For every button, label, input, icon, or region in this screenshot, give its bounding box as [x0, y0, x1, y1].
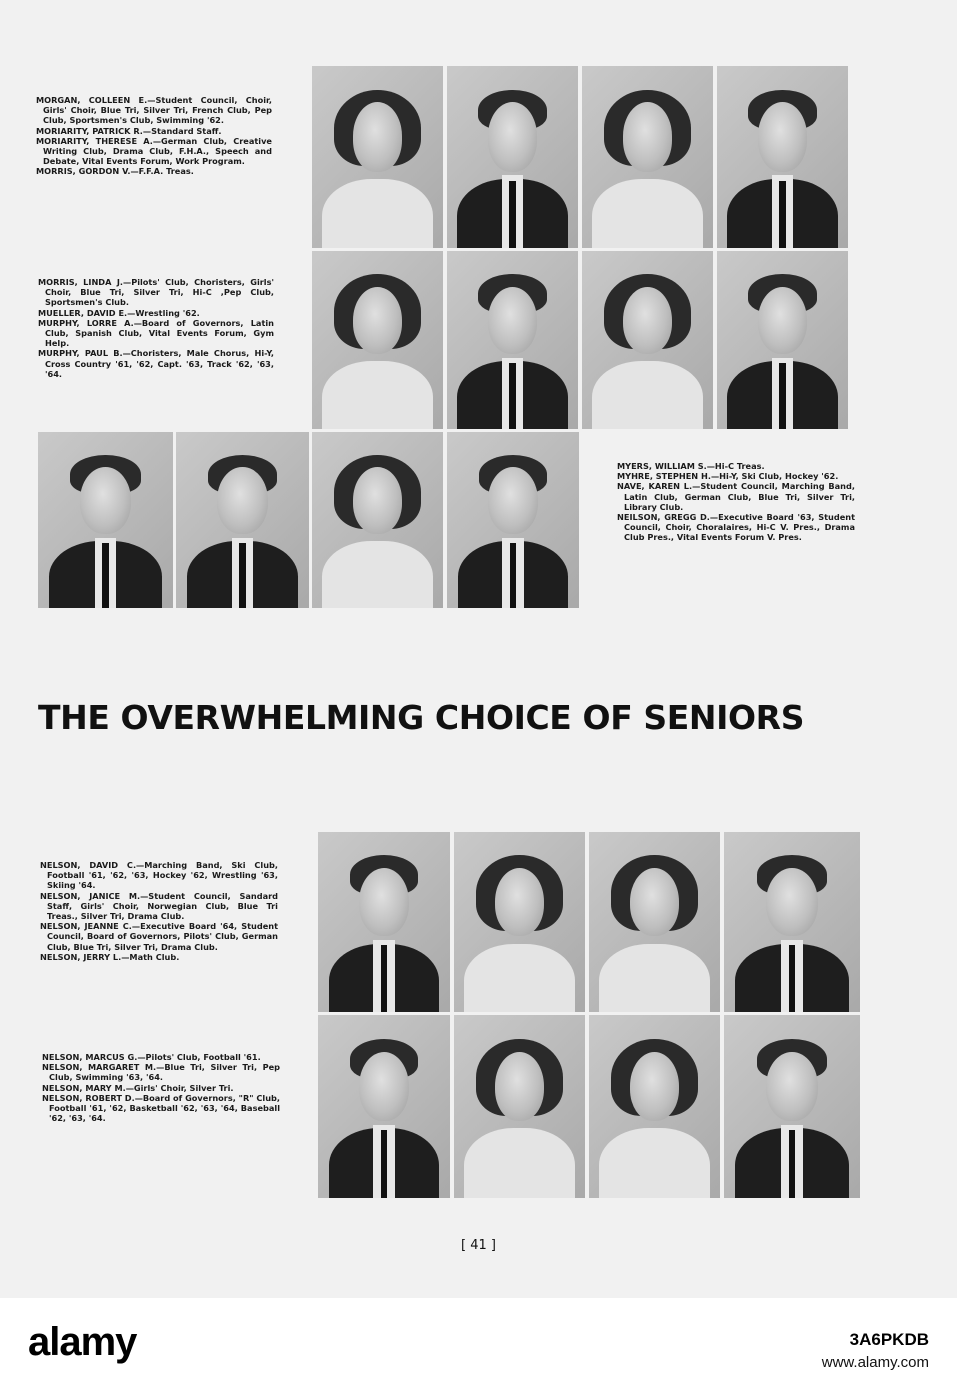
- portrait-body: [322, 179, 432, 248]
- portrait-face: [353, 467, 403, 534]
- portrait-photo: [318, 1015, 450, 1198]
- portrait-face: [353, 102, 403, 171]
- senior-entry: NELSON, MARGARET M.—Blue Tri, Silver Tri, Pep Club, Swimming '63, '64.: [42, 1062, 280, 1083]
- portrait-face: [630, 868, 680, 936]
- senior-entry: NELSON, MARCUS G.—Pilots' Club, Football '61.: [42, 1052, 261, 1062]
- portrait-photo: [454, 832, 585, 1012]
- portrait-face: [623, 287, 673, 355]
- portrait-body: [592, 361, 702, 429]
- portrait-tie: [381, 945, 388, 1012]
- portrait-photo: [582, 251, 713, 429]
- portrait-tie: [102, 543, 109, 608]
- senior-entry: NELSON, DAVID C.—Marching Band, Ski Club, Football '61, '62, '63, Hockey '62, Wrestling '63, Skiing '64.: [40, 860, 278, 891]
- portrait-face: [353, 287, 403, 355]
- watermark-url: www.alamy.com: [821, 1354, 929, 1371]
- portrait-tie: [509, 363, 516, 429]
- portrait-body: [322, 361, 432, 429]
- senior-entry: MYERS, WILLIAM S.—Hi-C Treas.: [617, 461, 765, 471]
- portrait-photo: [318, 832, 450, 1012]
- portrait-face: [359, 868, 409, 936]
- portrait-photo: [589, 832, 720, 1012]
- senior-entry: MURPHY, LORRE A.—Board of Governors, Latin Club, Spanish Club, Vital Events Forum, Gym Help.: [38, 317, 274, 349]
- portrait-body: [592, 179, 702, 248]
- senior-entry: MORRIS, GORDON V.—F.F.A. Treas.: [36, 166, 194, 177]
- portrait-face: [623, 102, 673, 171]
- portrait-face: [630, 1052, 680, 1122]
- portrait-photo: [717, 66, 848, 248]
- portrait-tie: [510, 543, 517, 608]
- portrait-photo: [724, 832, 860, 1012]
- caption-block: [617, 461, 855, 543]
- caption-block: [40, 860, 278, 962]
- senior-entry: NAVE, KAREN L.—Student Council, Marching Band, Latin Club, German Club, Blue Tri, Silver Tri, Library Club.: [617, 481, 855, 512]
- portrait-face: [488, 287, 538, 355]
- portrait-face: [495, 1052, 545, 1122]
- senior-entry: NELSON, MARY M.—Girls' Choir, Silver Tri.: [42, 1082, 234, 1093]
- portrait-photo: [454, 1015, 585, 1198]
- portrait-body: [599, 944, 709, 1012]
- watermark-image-id: 3A6PKDB: [849, 1330, 929, 1349]
- portrait-photo: [38, 432, 173, 608]
- senior-entry: MORIARITY, PATRICK R.—Standard Staff.: [36, 125, 222, 136]
- portrait-face: [488, 467, 538, 534]
- page-number: [ 41 ]: [461, 1238, 496, 1253]
- caption-block: [38, 277, 274, 379]
- portrait-photo: [724, 1015, 860, 1198]
- portrait-photo: [176, 432, 309, 608]
- portrait-photo: [717, 251, 848, 429]
- portrait-photo: [447, 432, 579, 608]
- portrait-tie: [789, 1130, 796, 1198]
- portrait-body: [464, 944, 574, 1012]
- portrait-face: [488, 102, 538, 171]
- watermark-logo: alamy: [28, 1320, 137, 1364]
- portrait-photo: [582, 66, 713, 248]
- portrait-body: [464, 1128, 574, 1198]
- page-heading: THE OVERWHELMING CHOICE OF SENIORS: [38, 698, 805, 737]
- senior-entry: NELSON, JERRY L.—Math Club.: [40, 951, 180, 962]
- portrait-photo: [312, 251, 443, 429]
- portrait-face: [359, 1052, 409, 1122]
- portrait-tie: [779, 363, 786, 429]
- senior-entry: NEILSON, GREGG D.—Executive Board '63, Student Council, Choir, Choralaires, Hi-C V. Pres., Drama Club Pres., Vital Events Forum V. Pres.: [617, 512, 855, 543]
- senior-entry: MURPHY, PAUL B.—Choristers, Male Chorus, Hi-Y, Cross Country '61, '62, Capt. '63, Track '62, '63, '64.: [38, 348, 274, 379]
- portrait-face: [80, 467, 131, 534]
- portrait-tie: [779, 181, 786, 248]
- portrait-tie: [381, 1130, 388, 1198]
- portrait-photo: [312, 66, 443, 248]
- senior-entry: MORRIS, LINDA J.—Pilots' Club, Choristers, Girls' Choir, Blue Tri, Silver Tri, Hi-C ,Pep Club, Sportsmen's Club.: [38, 277, 274, 308]
- portrait-face: [758, 102, 808, 171]
- portrait-photo: [447, 66, 578, 248]
- portrait-tie: [789, 945, 796, 1012]
- portrait-photo: [447, 251, 578, 429]
- senior-entry: MYHRE, STEPHEN H.—Hi-Y, Ski Club, Hockey '62.: [617, 471, 839, 482]
- senior-entry: MORIARITY, THERESE A.—German Club, Creative Writing Club, Drama Club, F.H.A., Speech and Debate, Vital Events Forum, Work Program.: [36, 135, 272, 167]
- watermark-bar: [0, 1298, 957, 1390]
- caption-block: [42, 1052, 280, 1123]
- caption-block: [36, 95, 272, 177]
- senior-entry: MUELLER, DAVID E.—Wrestling '62.: [38, 307, 200, 318]
- senior-entry: MORGAN, COLLEEN E.—Student Council, Choir, Girls' Choir, Blue Tri, Silver Tri, French Club, Pep Club, Sportsmen's Club, Swimming '62.: [36, 95, 272, 126]
- senior-entry: NELSON, JANICE M.—Student Council, Sandard Staff, Girls' Choir, Norwegian Club, Blue Tri Treas., Silver Tri, Drama Club.: [40, 890, 278, 922]
- senior-entry: NELSON, ROBERT D.—Board of Governors, "R" Club, Football '61, '62, Basketball '62, '63, '64, Baseball '62, '63, '64.: [42, 1092, 280, 1124]
- portrait-face: [766, 1052, 818, 1122]
- portrait-body: [599, 1128, 709, 1198]
- portrait-face: [758, 287, 808, 355]
- senior-entry: NELSON, JEANNE C.—Executive Board '64, Student Council, Board of Governors, Pilots' Club, German Club, Blue Tri, Silver Tri, Drama Club.: [40, 921, 278, 952]
- portrait-face: [217, 467, 268, 534]
- portrait-tie: [509, 181, 516, 248]
- portrait-face: [766, 868, 818, 936]
- portrait-photo: [589, 1015, 720, 1198]
- portrait-tie: [239, 543, 246, 608]
- portrait-face: [495, 868, 545, 936]
- portrait-body: [322, 541, 432, 608]
- portrait-photo: [312, 432, 443, 608]
